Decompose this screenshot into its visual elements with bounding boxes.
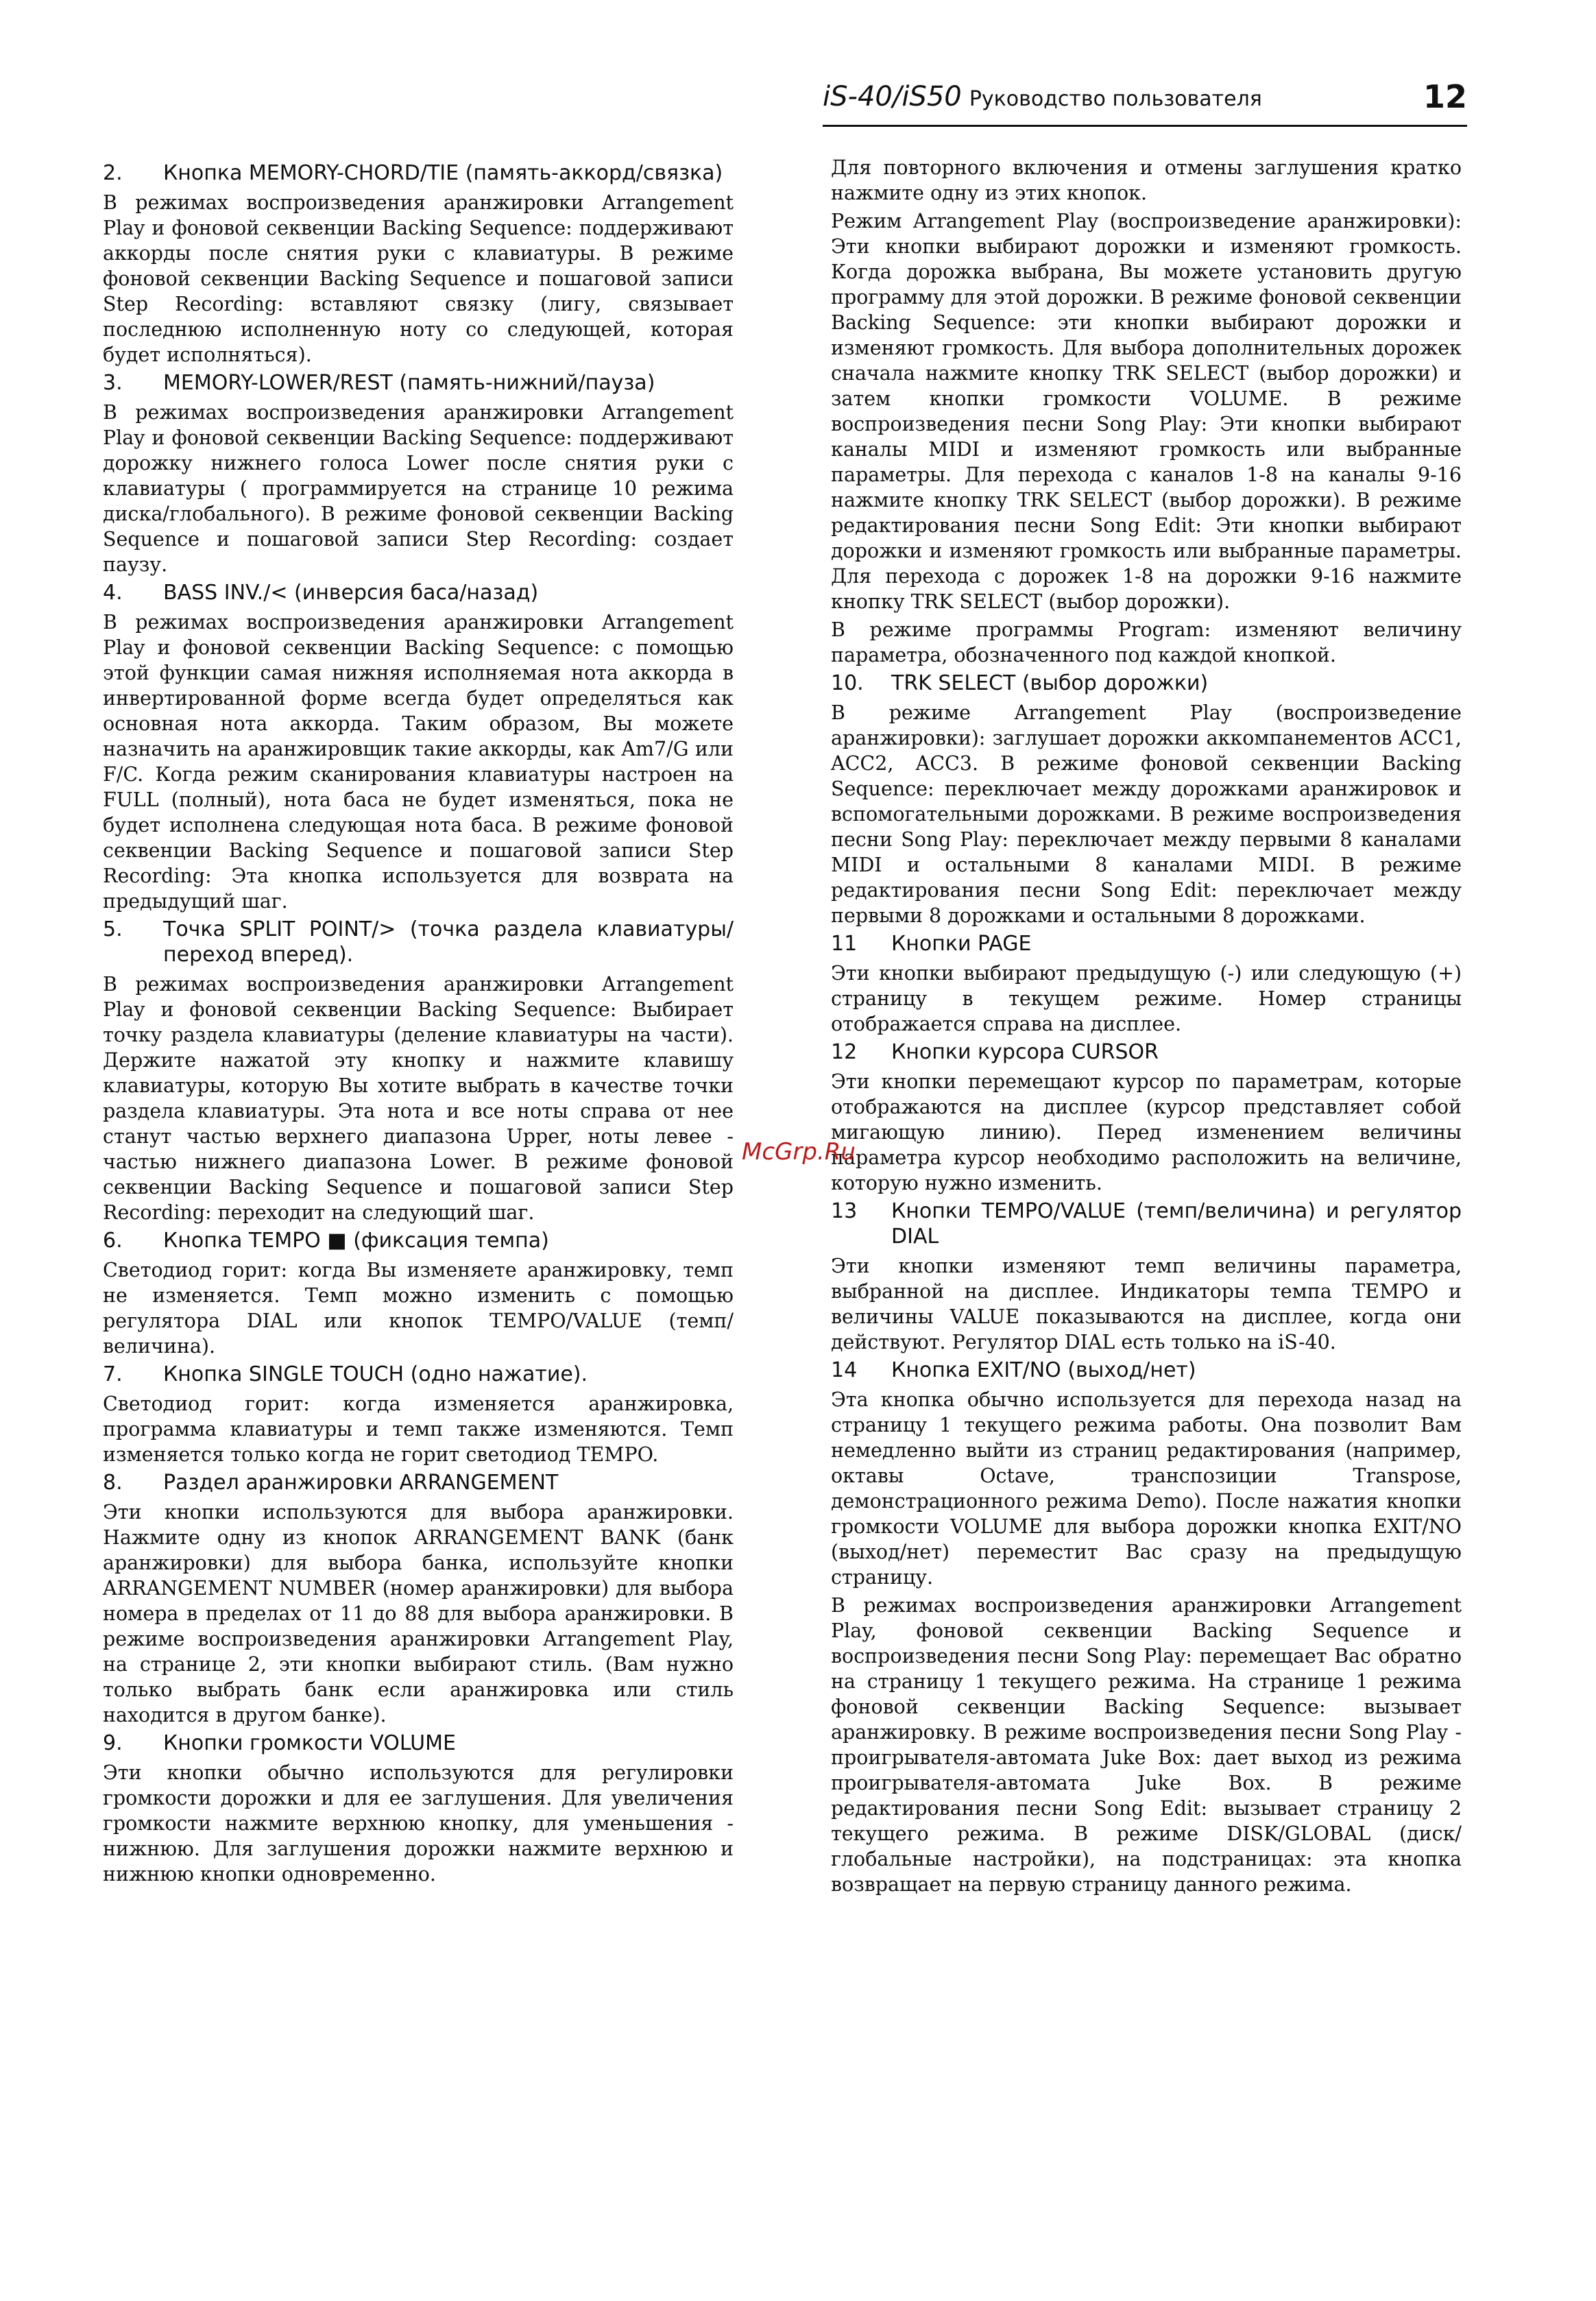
section-heading: [103, 917, 734, 967]
section-number: 11: [831, 932, 858, 956]
section-heading: [103, 1362, 734, 1387]
paragraph: В режимах воспроизведения аранжировки Arrangement Play и фоновой секвенции Backing Sequence: с помощью этой функции самая нижняя исполняемая нота аккорда в инвертированной форме всегда будет определяться как основная нота аккорда. Таким образом, Вы можете назначить на аранжировщик такие аккорды, как Am7/G или F/C. Когда режим сканирования клавиатуры настроен на FULL (полный), нота баса не будет изменяться, пока не будет исполнена следующая нота баса. В режиме фоновой секвенции Backing Sequence и пошаговой записи Step Recording: Эта кнопка используется для возврата на предыдущий шаг.: [103, 611, 734, 913]
section-title: Кнопки громкости VOLUME: [163, 1731, 456, 1755]
section-number: 8.: [103, 1471, 123, 1495]
model-name: iS-40/iS50: [823, 81, 962, 112]
paragraph: Эти кнопки изменяют темп величины параметра, выбранной на дисплее. Индикаторы темпа TEMPO и величины VALUE показываются на дисплее, когда они действуют. Регулятор DIAL есть только на iS-40.: [831, 1255, 1462, 1353]
paragraph: Для повторного включения и отмены заглушения кратко нажмите одну из этих кнопок.: [831, 156, 1462, 204]
section-title: BASS INV./< (инверсия баса/назад): [163, 581, 539, 605]
section-heading: [103, 1470, 734, 1495]
manual-title: Руководство пользователя: [969, 87, 1262, 111]
section-title: Точка SPLIT POINT/> (точка раздела клавиатуры/переход вперед).: [163, 917, 734, 967]
paragraph: Режим Arrangement Play (воспроизведение аранжировки): Эти кнопки выбирают дорожки и изменяют громкость. Когда дорожка выбрана, Вы можете установить другую программу для этой дорожки. В режиме фоновой секвенции Backing Sequence: эти кнопки выбирают дорожки и изменяют громкость. Для выбора дополнительных дорожек сначала нажмите кнопку TRK SELECT (выбор дорожки) и затем кнопки громкости VOLUME. В режиме воспроизведения песни Song Play: Эти кнопки выбирают каналы MIDI и изменяют громкость или выбранные параметры. Для перехода с каналов 1-8 на каналы 9-16 нажмите кнопку TRK SELECT (выбор дорожки). В режиме редактирования песни Song Edit: Эти кнопки выбирают дорожки и изменяют громкость или выбранные параметры. Для перехода с дорожек 1-8 на дорожки 9-16 нажмите кнопку TRK SELECT (выбор дорожки).: [831, 210, 1462, 613]
section-heading: [103, 580, 734, 605]
section-title: Кнопка EXIT/NO (выход/нет): [891, 1358, 1196, 1382]
section-heading: [831, 671, 1462, 696]
paragraph: Эти кнопки используются для выбора аранжировки. Нажмите одну из кнопок ARRANGEMENT BANK (банк аранжировки) для выбора банка, используйте кнопки ARRANGEMENT NUMBER (номер аранжировки) для выбора номера в пределах от 11 до 88 для выбора аранжировки. В режиме воспроизведения аранжировки Arrangement Play, на странице 2, эти кнопки выбирают стиль. (Вам нужно только выбрать банк если аранжировка или стиль находится в другом банке).: [103, 1501, 734, 1726]
paragraph: Эти кнопки перемещают курсор по параметрам, которые отображаются на дисплее (курсор представляет собой мигающую линию). Перед изменением величины параметра курсор необходимо расположить на величине, которую нужно изменить.: [831, 1070, 1462, 1194]
paragraph: В режимах воспроизведения аранжировки Arrangement Play и фоновой секвенции Backing Sequence: поддерживают дорожку нижнего голоса Lower после снятия руки с клавиатуры ( программируется на странице 10 режима диска/глобального). В режиме фоновой секвенции Backing Sequence и пошаговой записи Step Recording: создает паузу.: [103, 401, 734, 576]
section-number: 12: [831, 1040, 858, 1064]
paragraph: Эти кнопки обычно используются для регулировки громкости дорожки и для ее заглушения. Для увеличения громкости нажмите верхнюю кнопку, для уменьшения - нижнюю. Для заглушения дорожки нажмите верхнюю и нижнюю кнопки одновременно.: [103, 1761, 734, 1886]
paragraph: В режиме программы Program: изменяют величину параметра, обозначенного под каждой кнопкой.: [831, 618, 1462, 666]
section-number: 4.: [103, 581, 123, 605]
page-number: 12: [1423, 78, 1467, 115]
right-column: [831, 155, 1462, 1900]
section-heading: [103, 160, 734, 186]
section-number: 6.: [103, 1229, 123, 1253]
section-heading: [103, 1228, 734, 1253]
paragraph: Светодиод горит: когда Вы изменяете аранжировку, темп не изменяется. Темп можно изменить с помощью регулятора DIAL или кнопок TEMPO/VALUE (темп/величина).: [103, 1259, 734, 1358]
section-number: 7.: [103, 1362, 123, 1386]
section-number: 9.: [103, 1731, 123, 1755]
section-number: 14: [831, 1358, 858, 1382]
section-title: Кнопки TEMPO/VALUE (темп/величина) и регулятор DIAL: [891, 1199, 1462, 1249]
section-number: 10.: [831, 671, 864, 695]
section-heading: [831, 1039, 1462, 1065]
paragraph: В режимах воспроизведения аранжировки Arrangement Play и фоновой секвенции Backing Sequence: поддерживают аккорды после снятия руки с клавиатуры. В режиме фоновой секвенции Backing Sequence и пошаговой записи Step Recording: вставляют связку (лигу, связывает последнюю исполненную ноту со следующей, которая будет исполняться).: [103, 191, 734, 366]
section-number: 2.: [103, 161, 123, 185]
section-heading: [831, 1198, 1462, 1249]
section-title: Кнопка SINGLE TOUCH (одно нажатие).: [163, 1362, 588, 1386]
section-heading: [831, 1358, 1462, 1383]
section-number: 5.: [103, 917, 123, 941]
section-heading: [103, 1731, 734, 1756]
paragraph: Эта кнопка обычно используется для перехода назад на страницу 1 текущего режима работы. Она позволит Вам немедленно выйти из страниц редактирования (например, октавы Octave, транспозиции Transpose, демонстрационного режима Demo). После нажатия кнопки громкости VOLUME для выбора дорожки кнопка EXIT/NO (выход/нет) переместит Вас сразу на предыдущую страницу.: [831, 1388, 1462, 1589]
section-title: Кнопки курсора CURSOR: [891, 1040, 1159, 1064]
section-title: Кнопки PAGE: [891, 932, 1032, 956]
section-title: Раздел аранжировки ARRANGEMENT: [163, 1471, 559, 1495]
section-number: 3.: [103, 371, 123, 395]
paragraph: Эти кнопки выбирают предыдущую (-) или следующую (+) страницу в текущем режиме. Номер страницы отображается справа на дисплее.: [831, 962, 1462, 1035]
section-title: Кнопка MEMORY-CHORD/TIE (память-аккорд/связка): [163, 161, 723, 185]
left-column: [103, 158, 734, 1890]
paragraph: В режимах воспроизведения аранжировки Arrangement Play, фоновой секвенции Backing Sequence и воспроизведения песни Song Play: перемещает Вас обратно на страницу 1 текущего режима. На странице 1 режима фоновой секвенции Backing Sequence: вызывает аранжировку. В режиме воспроизведения песни Song Play - проигрывателя-автомата Juke Box: дает выход из режима проигрывателя-автомата Juke Box. В режиме редактирования песни Song Edit: вызывает страницу 2 текущего режима. В режиме DISK/GLOBAL (диск/глобальные настройки), на подстраницах: эта кнопка возвращает на первую страницу данного режима.: [831, 1594, 1462, 1896]
section-title: MEMORY-LOWER/REST (память-нижний/пауза): [163, 371, 655, 395]
section-heading: [103, 370, 734, 396]
section-title: TRK SELECT (выбор дорожки): [891, 671, 1209, 695]
watermark: McGrp.Ru: [742, 1138, 856, 1166]
header-rule: [823, 125, 1467, 127]
section-number: 13: [831, 1199, 858, 1223]
section-heading: [831, 931, 1462, 956]
paragraph: В режиме Arrangement Play (воспроизведение аранжировки): заглушает дорожки аккомпанементов ACC1, ACC2, ACC3. В режиме фоновой секвенции Backing Sequence: переключает между дорожками аранжировок и вспомогательными дорожками. В режиме воспроизведения песни Song Play: переключает между первыми 8 каналами MIDI и остальными 8 каналами MIDI. В режиме редактирования песни Song Edit: переключает между первыми 8 дорожками и остальными 8 дорожками.: [831, 701, 1462, 927]
paragraph: Светодиод горит: когда изменяется аранжировка, программа клавиатуры и темп также изменяются. Темп изменяется только когда не горит светодиод TEMPO.: [103, 1393, 734, 1466]
section-title: Кнопка TEMPO ■ (фиксация темпа): [163, 1229, 549, 1253]
paragraph: В режимах воспроизведения аранжировки Arrangement Play и фоновой секвенции Backing Sequence: Выбирает точку раздела клавиатуры (деление клавиатуры на части). Держите нажатой эту кнопку и нажмите клавишу клавиатуры, которую Вы хотите выбрать в качестве точки раздела клавиатуры. Эта нота и все ноты справа от нее станут частью верхнего диапазона Upper, ноты левее - частью нижнего диапазона Lower. В режиме фоновой секвенции Backing Sequence и пошаговой записи Step Recording: переходит на следующий шаг.: [103, 973, 734, 1224]
page-header: [823, 78, 1467, 122]
